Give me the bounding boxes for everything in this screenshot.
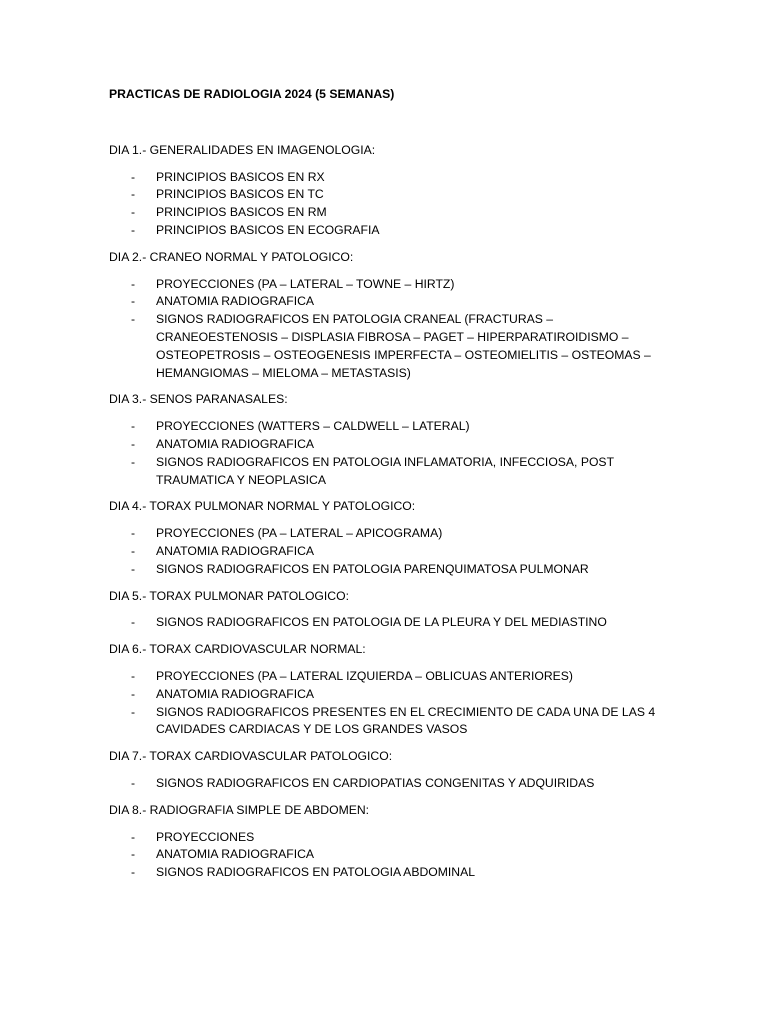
bullet-dash: - xyxy=(131,829,136,844)
list-item-text: SIGNOS RADIOGRAFICOS EN PATOLOGIA DE LA PLEURA Y DEL MEDIASTINO xyxy=(156,615,607,630)
list-item-text: ANATOMIA RADIOGRAFICA xyxy=(156,847,315,862)
list-item xyxy=(109,293,669,311)
day-topic-list xyxy=(109,418,669,489)
bullet-dash: - xyxy=(131,668,136,683)
list-item-text: SIGNOS RADIOGRAFICOS EN PATOLOGIA PARENQUIMATOSA PULMONAR xyxy=(156,561,589,576)
day-heading: DIA 6.- TORAX CARDIOVASCULAR NORMAL: xyxy=(109,642,366,657)
list-item-text: PROYECCIONES (PA – LATERAL – APICOGRAMA) xyxy=(156,526,443,541)
list-item-text: ANATOMIA RADIOGRAFICA xyxy=(156,294,315,309)
list-item xyxy=(109,276,669,294)
list-item-text: PRINCIPIOS BASICOS EN TC xyxy=(156,187,324,202)
list-item-text: ANATOMIA RADIOGRAFICA xyxy=(156,686,315,701)
day-topic-list xyxy=(109,668,669,739)
list-item-text: SIGNOS RADIOGRAFICOS EN PATOLOGIA INFLAMATORIA, INFECCIOSA, POST TRAUMATICA Y NEOPLASICA xyxy=(156,454,614,487)
list-item-text: PROYECCIONES (PA – LATERAL – TOWNE – HIRTZ) xyxy=(156,276,455,291)
list-item xyxy=(109,561,669,579)
day-heading: DIA 3.- SENOS PARANASALES: xyxy=(109,392,288,407)
list-item-text: PROYECCIONES (PA – LATERAL IZQUIERDA – OBLICUAS ANTERIORES) xyxy=(156,668,573,683)
list-item-text: SIGNOS RADIOGRAFICOS PRESENTES EN EL CRECIMIENTO DE CADA UNA DE LAS 4 CAVIDADES CARDIACAS Y DE LOS GRANDES VASOS xyxy=(156,704,656,737)
list-item xyxy=(109,864,669,882)
list-item-text: PRINCIPIOS BASICOS EN RX xyxy=(156,169,325,184)
day-heading: DIA 4.- TORAX PULMONAR NORMAL Y PATOLOGICO: xyxy=(109,499,416,514)
bullet-dash: - xyxy=(131,686,136,701)
list-item xyxy=(109,829,669,847)
list-item-text: SIGNOS RADIOGRAFICOS EN PATOLOGIA ABDOMINAL xyxy=(156,865,475,880)
bullet-dash: - xyxy=(131,312,136,327)
list-item-text: PROYECCIONES xyxy=(156,829,255,844)
document-title: PRACTICAS DE RADIOLOGIA 2024 (5 SEMANAS) xyxy=(109,87,395,101)
list-item xyxy=(109,704,669,740)
day-heading: DIA 5.- TORAX PULMONAR PATOLOGICO: xyxy=(109,588,349,603)
bullet-dash: - xyxy=(131,222,136,237)
day-topic-list xyxy=(109,169,669,240)
list-item xyxy=(109,454,669,490)
list-item-text: SIGNOS RADIOGRAFICOS EN PATOLOGIA CRANEAL (FRACTURAS – CRANEOESTENOSIS – DISPLASIA FIBROSA – PAGET – HIPERPARATIROIDISMO – OSTEOPETROSIS – OSTEOGENESIS IMPERFECTA – OSTEOMIELITIS – OSTEOMAS – HEMANGIOMAS – MIELOMA – METASTASIS) xyxy=(156,312,651,380)
list-item xyxy=(109,418,669,436)
list-item xyxy=(109,525,669,543)
list-item xyxy=(109,686,669,704)
list-item xyxy=(109,436,669,454)
bullet-dash: - xyxy=(131,526,136,541)
bullet-dash: - xyxy=(131,615,136,630)
bullet-dash: - xyxy=(131,276,136,291)
bullet-dash: - xyxy=(131,543,136,558)
bullet-dash: - xyxy=(131,561,136,576)
list-item xyxy=(109,204,669,222)
bullet-dash: - xyxy=(131,865,136,880)
document-page xyxy=(109,86,669,891)
bullet-dash: - xyxy=(131,205,136,220)
list-item xyxy=(109,169,669,187)
list-item xyxy=(109,186,669,204)
day-heading: DIA 1.- GENERALIDADES EN IMAGENOLOGIA: xyxy=(109,142,376,157)
day-topic-list xyxy=(109,525,669,578)
list-item-text: PROYECCIONES (WATTERS – CALDWELL – LATERAL) xyxy=(156,419,470,434)
list-item-text: SIGNOS RADIOGRAFICOS EN CARDIOPATIAS CONGENITAS Y ADQUIRIDAS xyxy=(156,775,595,790)
day-heading: DIA 2.- CRANEO NORMAL Y PATOLOGICO: xyxy=(109,249,354,264)
list-item xyxy=(109,846,669,864)
bullet-dash: - xyxy=(131,294,136,309)
list-item xyxy=(109,543,669,561)
bullet-dash: - xyxy=(131,187,136,202)
list-item xyxy=(109,614,669,632)
days-section xyxy=(109,142,669,882)
bullet-dash: - xyxy=(131,419,136,434)
day-heading: DIA 7.- TORAX CARDIOVASCULAR PATOLOGICO: xyxy=(109,749,393,764)
list-item xyxy=(109,311,669,382)
bullet-dash: - xyxy=(131,454,136,469)
list-item xyxy=(109,668,669,686)
list-item-text: ANATOMIA RADIOGRAFICA xyxy=(156,436,315,451)
list-item-text: PRINCIPIOS BASICOS EN ECOGRAFIA xyxy=(156,222,380,237)
day-topic-list xyxy=(109,276,669,383)
day-topic-list xyxy=(109,829,669,882)
day-topic-list xyxy=(109,775,669,793)
day-topic-list xyxy=(109,614,669,632)
list-item xyxy=(109,222,669,240)
bullet-dash: - xyxy=(131,704,136,719)
bullet-dash: - xyxy=(131,436,136,451)
bullet-dash: - xyxy=(131,847,136,862)
list-item-text: ANATOMIA RADIOGRAFICA xyxy=(156,543,315,558)
day-heading: DIA 8.- RADIOGRAFIA SIMPLE DE ABDOMEN: xyxy=(109,802,370,817)
bullet-dash: - xyxy=(131,169,136,184)
bullet-dash: - xyxy=(131,775,136,790)
list-item xyxy=(109,775,669,793)
list-item-text: PRINCIPIOS BASICOS EN RM xyxy=(156,205,327,220)
